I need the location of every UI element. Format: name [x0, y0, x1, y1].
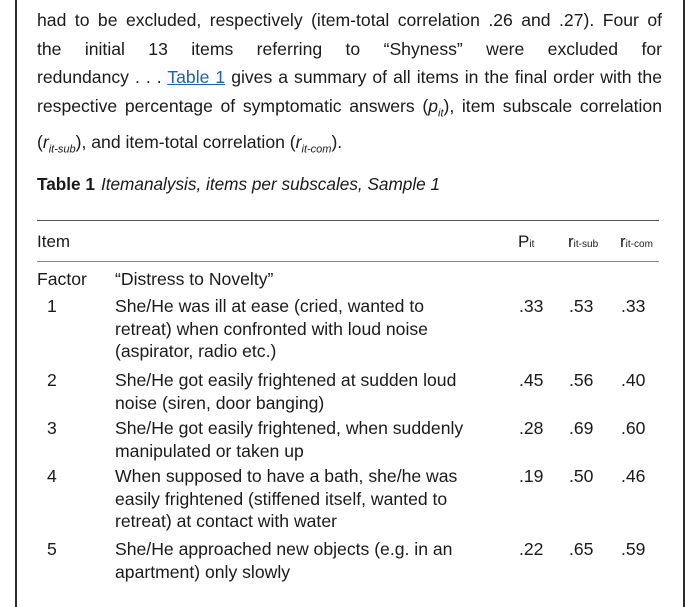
row-2-line-1: She/He got easily frightened at sudden loud [115, 370, 457, 390]
row-4-p-it: .19 [519, 466, 544, 486]
row-1-line-2: retreat) when confronted with loud noise [115, 318, 428, 339]
row-4-description [115, 465, 500, 533]
table-top-rule [37, 220, 659, 221]
paragraph-line-5-open: ( [37, 131, 43, 152]
paragraph-line-5-mid: ), and item-total correlation ( [75, 131, 296, 152]
r-com-symbol: r [295, 131, 302, 152]
paragraph-line-5 [37, 128, 662, 164]
r-it-sub-symbol [42, 131, 76, 156]
row-3-r-it-com: .60 [621, 418, 646, 438]
row-4-r-it-com: .46 [621, 466, 646, 486]
page-border-left [15, 0, 17, 607]
header-item: Item [37, 232, 71, 251]
header-p-subscript: it [529, 239, 535, 250]
row-2-r-it-sub: .56 [569, 370, 594, 390]
row-3-line-2: manipulated or taken up [115, 440, 304, 461]
r-it-com-symbol [295, 131, 332, 156]
r-sub-symbol: r [42, 131, 49, 152]
body-paragraph [37, 6, 662, 164]
header-rsub-subscript: it-sub [573, 239, 599, 250]
row-1-number: 1 [47, 296, 57, 316]
row-1-line-3: (aspirator, radio etc.) [115, 341, 277, 361]
p-symbol: p [428, 95, 439, 116]
row-1-p-it: .33 [519, 296, 544, 316]
row-2-number: 2 [47, 370, 57, 390]
row-1-r-it-com: .33 [621, 296, 646, 316]
paragraph-line-4 [37, 92, 662, 128]
page-border-right [683, 0, 685, 607]
row-1-r-it-sub: .53 [569, 296, 594, 316]
row-4-line-3: retreat) at contact with water [115, 511, 337, 531]
header-rcom-subscript: it-com [625, 239, 653, 250]
p-it-subscript: it [438, 107, 444, 120]
row-5-line-2: apartment) only slowly [115, 561, 291, 582]
row-2-r-it-com: .40 [621, 370, 646, 390]
row-1-line-1: She/He was ill at ease (cried, wanted to [115, 296, 425, 316]
row-4-r-it-sub: .50 [569, 466, 594, 486]
row-5-number: 5 [47, 539, 57, 559]
table-1-link[interactable]: Table 1 [167, 67, 226, 87]
paragraph-line-4-post: ), item subscale correlation [443, 95, 663, 116]
row-5-p-it: .22 [519, 539, 544, 559]
header-p-symbol: P [518, 232, 530, 251]
row-3-line-1: She/He got easily frightened, when suddenly [115, 418, 464, 438]
r-it-com-subscript: it-com [301, 143, 332, 156]
row-5-r-it-com: .59 [621, 539, 646, 559]
paragraph-line-5-close: ). [331, 131, 343, 152]
row-5-r-it-sub: .65 [569, 539, 594, 559]
r-it-sub-subscript: it-sub [48, 143, 76, 156]
paragraph-line-1: had to be excluded, respectively (item-total correlation .26 and .27). Four of [37, 10, 662, 30]
paragraph-line-3-post: gives a summary of all items in the final order with the [225, 67, 663, 87]
row-4-number: 4 [47, 466, 57, 486]
p-it-symbol [428, 95, 444, 120]
paragraph-line-2: the initial 13 items referring to “Shyness” were excluded for [37, 38, 662, 59]
row-2-p-it: .45 [519, 370, 544, 390]
factor-label: Factor [37, 269, 87, 289]
header-r-it-sub [568, 232, 598, 252]
row-4-line-2: easily frightened (stiffened itself, wanted to [115, 488, 448, 509]
header-r-it-com [620, 232, 653, 252]
row-5-description [115, 538, 500, 583]
factor-name: “Distress to Novelty” [115, 269, 274, 289]
row-3-r-it-sub: .69 [569, 418, 594, 438]
row-3-description [115, 417, 500, 462]
header-rcom-symbol: r [620, 232, 626, 251]
table-header-rule [37, 261, 659, 262]
row-2-description [115, 369, 500, 414]
paragraph-line-4-pre: respective percentage of symptomatic answers ( [37, 95, 429, 116]
header-p-it [518, 232, 534, 252]
table-caption [37, 174, 440, 195]
row-4-line-1: When supposed to have a bath, she/he was [115, 466, 458, 486]
row-5-line-1: She/He approached new objects (e.g. in an [115, 539, 453, 559]
row-2-line-2: noise (siren, door banging) [115, 392, 325, 413]
paragraph-line-3-pre: redundancy . . . [37, 67, 168, 87]
row-1-description [115, 295, 500, 363]
header-rsub-symbol: r [568, 232, 574, 251]
table-title: Itemanalysis, items per subscales, Sample 1 [100, 174, 441, 194]
row-3-number: 3 [47, 418, 57, 438]
row-3-p-it: .28 [519, 418, 544, 438]
table-label: Table 1 [37, 174, 95, 194]
paragraph-line-3 [37, 63, 662, 92]
